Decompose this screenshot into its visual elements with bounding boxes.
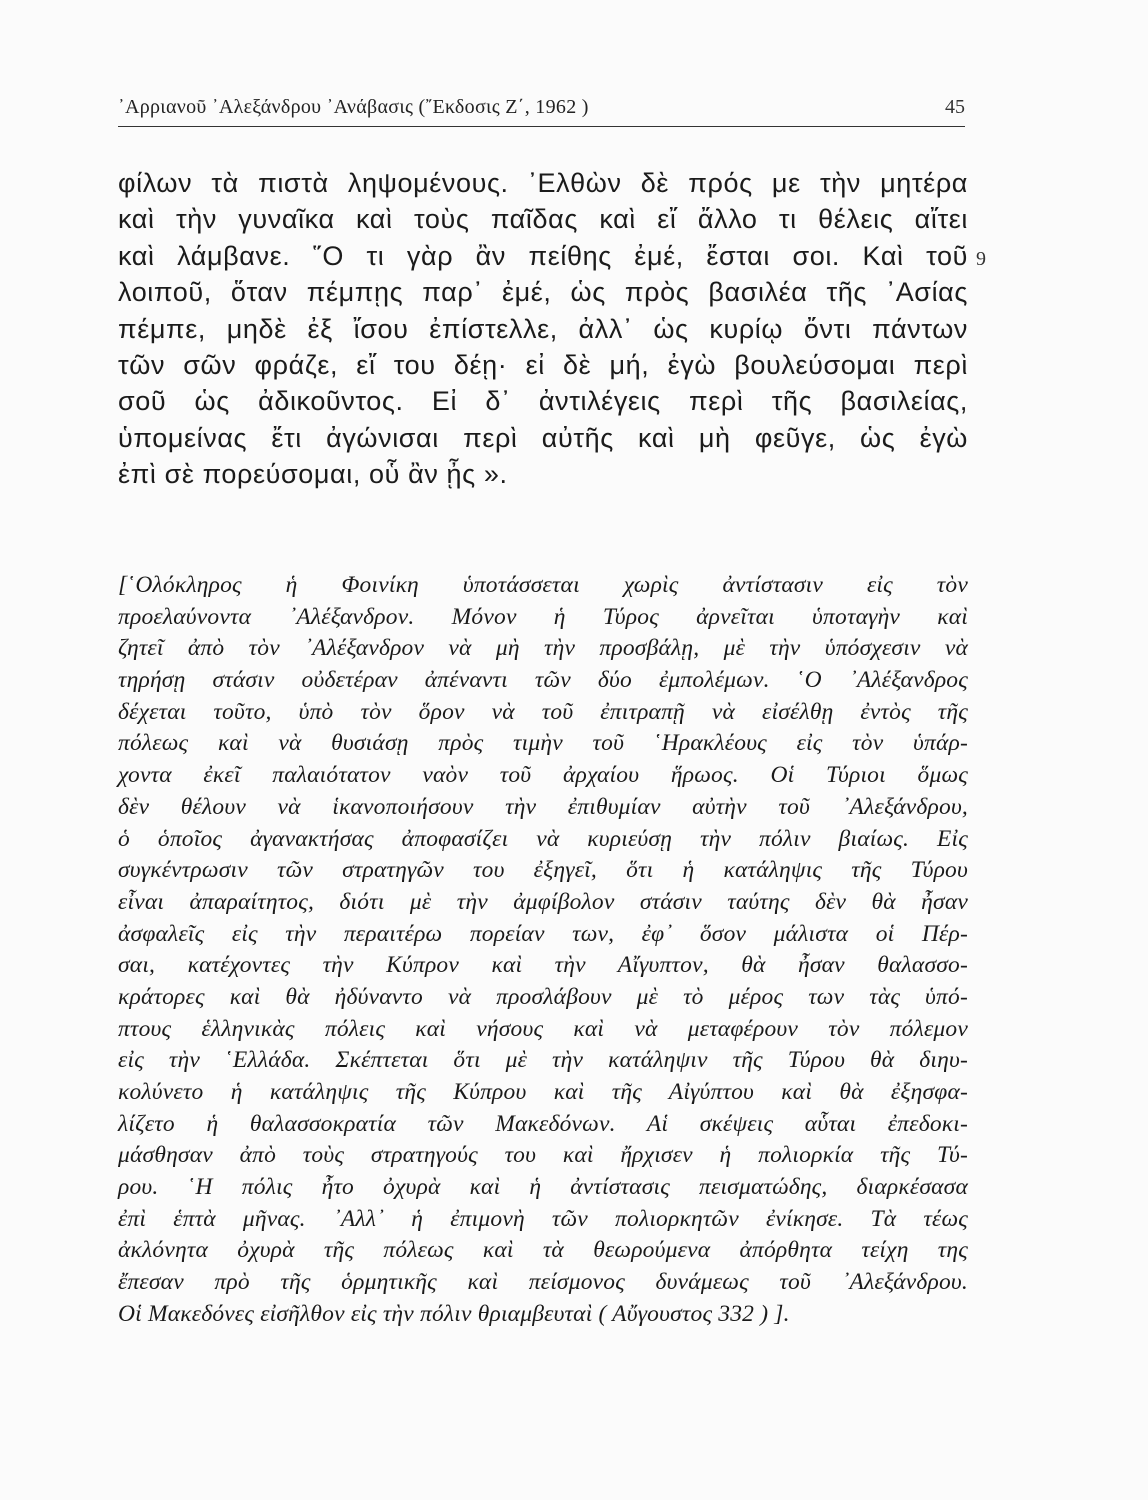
summary-line: ἐπὶ ἑπτὰ μῆνας. ᾽Αλλ᾽ ἡ ἐπιμονὴ τῶν πολιορκητῶν ἐνίκησε. Τὰ τέως [118, 1205, 968, 1232]
main-text-line: λοιποῦ, ὅταν πέμπῃς παρ᾽ ἐμέ, ὡς πρὸς βασιλέα τῆς ᾽Ασίας [118, 277, 968, 308]
summary-line: συγκέντρωσιν τῶν στρατηγῶν του ἐξηγεῖ, ὅτι ἡ κατάληψις τῆς Τύρου [118, 857, 968, 884]
summary-line: εἰς τὴν ῾Ελλάδα. Σκέπτεται ὅτι μὲ τὴν κατάληψιν τῆς Τύρου θὰ διηυ- [118, 1047, 968, 1074]
summary-line: ρου. ῾Η πόλις ἦτο ὀχυρὰ καὶ ἡ ἀντίστασις πεισματώδης, διαρκέσασα [118, 1174, 968, 1201]
main-text-block [118, 165, 968, 493]
main-text-line: σοῦ ὡς ἀδικοῦντος. Εἰ δ᾽ ἀντιλέγεις περὶ τῆς βασιλείας, [118, 386, 968, 417]
summary-block [118, 570, 968, 1331]
summary-line: ἀσφαλεῖς εἰς τὴν περαιτέρω πορείαν των, ἐφ᾽ ὅσον μάλιστα οἱ Πέρ- [118, 920, 968, 947]
header-title: ᾽Αρριανοῦ ᾽Αλεξάνδρου ᾽Ανάβασις (῎Εκδοσις Ζ΄, 1962 ) [118, 96, 589, 118]
main-text-line: καὶ λάμβανε. ῞Ο τι γὰρ ἂν πείθης ἐμέ, ἔσται σοι. Καὶ τοῦ [118, 240, 968, 271]
main-text-line: ὑπομείνας ἔτι ἀγώνισαι περὶ αὐτῆς καὶ μὴ φεῦγε, ὡς ἐγὼ [118, 422, 968, 453]
main-text-line: ἐπὶ σὲ πορεύσομαι, οὗ ἂν ᾖς ». [118, 459, 508, 490]
summary-line: ὁ ὁποῖος ἀγανακτήσας ἀποφασίζει νὰ κυριεύσῃ τὴν πόλιν βιαίως. Εἰς [118, 825, 968, 852]
summary-line: τηρήσῃ στάσιν οὐδετέραν ἀπέναντι τῶν δύο ἐμπολέμων. ῾Ο ᾽Αλέξανδρος [118, 667, 968, 694]
page-number: 45 [945, 96, 965, 118]
summary-line: μάσθησαν ἀπὸ τοὺς στρατηγούς του καὶ ἤρχισεν ἡ πολιορκία τῆς Τύ- [118, 1142, 968, 1169]
summary-line: Οἱ Μακεδόνες εἰσῆλθον εἰς τὴν πόλιν θριαμβευταὶ ( Αὔγουστος 332 ) ]. [118, 1300, 790, 1327]
main-text-line: τῶν σῶν φράζε, εἴ του δέῃ· εἰ δὲ μή, ἐγὼ βουλεύσομαι περὶ [118, 349, 968, 380]
summary-line: σαι, κατέχοντες τὴν Κύπρον καὶ τὴν Αἴγυπτον, θὰ ἦσαν θαλασσο- [118, 952, 968, 979]
main-text-line: φίλων τὰ πιστὰ ληψομένους. ᾽Ελθὼν δὲ πρός με τὴν μητέρα [118, 168, 968, 198]
summary-line: προελαύνοντα ᾽Αλέξανδρον. Μόνον ἡ Τύρος ἀρνεῖται ὑποταγὴν καὶ [118, 603, 968, 630]
summary-line: κολύνετο ἡ κατάληψις τῆς Κύπρου καὶ τῆς Αἰγύπτου καὶ θὰ ἐξησφα- [118, 1079, 968, 1105]
summary-line: ἔπεσαν πρὸ τῆς ὁρμητικῆς καὶ πείσμονος δυνάμεως τοῦ ᾽Αλεξάνδρου. [118, 1269, 968, 1296]
main-text-line: πέμπε, μηδὲ ἐξ ἴσου ἐπίστελλε, ἀλλ᾽ ὡς κυρίῳ ὄντι πάντων [118, 313, 968, 344]
summary-line: πόλεως καὶ νὰ θυσιάσῃ πρὸς τιμὴν τοῦ ῾Ηρακλέους εἰς τὸν ὑπάρ- [118, 730, 968, 757]
summary-line: λίζετο ἡ θαλασσοκρατία τῶν Μακεδόνων. Αἱ σκέψεις αὗται ἐπεδοκι- [118, 1110, 968, 1137]
summary-line: [῾Ολόκληρος ἡ Φοινίκη ὑποτάσσεται χωρὶς ἀντίστασιν εἰς τὸν [118, 572, 968, 598]
summary-line: πτους ἑλληνικὰς πόλεις καὶ νήσους καὶ νὰ μεταφέρουν τὸν πόλεμον [118, 1015, 968, 1042]
summary-line: δὲν θέλουν νὰ ἱκανοποιήσουν τὴν ἐπιθυμίαν αὐτὴν τοῦ ᾽Αλεξάνδρου, [118, 793, 968, 820]
summary-line: ἀκλόνητα ὀχυρὰ τῆς πόλεως καὶ τὰ θεωρούμενα ἀπόρθητα τείχη της [118, 1237, 968, 1264]
summary-line: εἶναι ἀπαραίτητος, διότι μὲ τὴν ἀμφίβολον στάσιν ταύτης δὲν θὰ ἦσαν [118, 888, 968, 915]
main-text-line: καὶ τὴν γυναῖκα καὶ τοὺς παῖδας καὶ εἴ ἄλλο τι θέλεις αἴτει [118, 204, 968, 235]
running-header [118, 92, 965, 127]
summary-line: δέχεται τοῦτο, ὑπὸ τὸν ὅρον νὰ τοῦ ἐπιτραπῇ νὰ εἰσέλθῃ ἐντὸς τῆς [118, 698, 968, 725]
summary-line: κράτορες καὶ θὰ ἠδύναντο νὰ προσλάβουν μὲ τὸ μέρος των τὰς ὑπό- [118, 983, 968, 1010]
margin-line-number: 9 [976, 248, 986, 270]
summary-line: ζητεῖ ἀπὸ τὸν ᾽Αλέξανδρον νὰ μὴ τὴν προσβάλῃ, μὲ τὴν ὑπόσχεσιν νὰ [118, 635, 968, 662]
summary-line: χοντα ἐκεῖ παλαιότατον ναὸν τοῦ ἀρχαίου ἥρωος. Οἱ Τύριοι ὅμως [118, 762, 968, 789]
